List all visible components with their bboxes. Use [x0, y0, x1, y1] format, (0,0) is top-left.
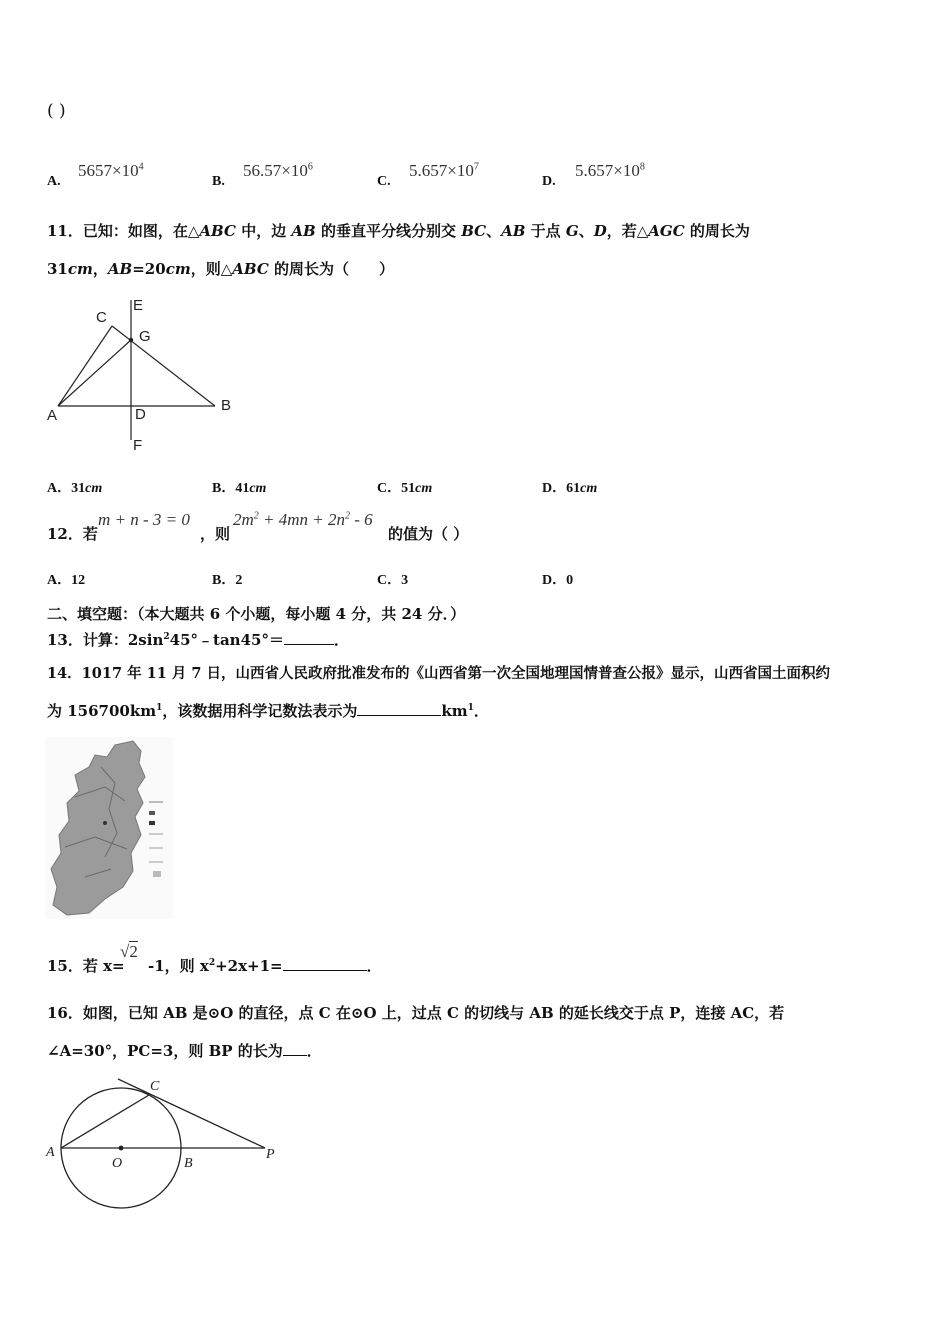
times-ten: ×10: [447, 161, 474, 180]
q12-number: 12．若: [47, 525, 98, 543]
segment-ag: [58, 340, 131, 406]
text: =20: [132, 260, 166, 278]
mantissa: 5.657: [575, 161, 614, 180]
option-value: 0: [566, 573, 574, 588]
text: 、: [486, 222, 502, 240]
text: ，: [92, 260, 108, 278]
option-label: D.: [542, 174, 556, 189]
option-value: 41: [235, 481, 250, 496]
capital-marker: [103, 821, 107, 825]
option-label: A．: [47, 481, 72, 496]
option-value: 12: [71, 573, 86, 588]
text: ∠A=30°，PC=3，则 BP 的长为: [47, 1042, 283, 1060]
term: + 4mn + 2n: [258, 510, 346, 529]
mantissa: 5657: [78, 161, 112, 180]
q11-option-b[interactable]: [212, 477, 266, 497]
legend-mark: [149, 801, 163, 803]
q10-option-c-value: [409, 161, 479, 181]
legend-mark: [149, 847, 163, 849]
q12-expression: [233, 510, 373, 530]
text: AB: [291, 222, 316, 240]
text: km: [441, 702, 468, 720]
side-cb: [112, 326, 215, 406]
exponent: 1: [467, 703, 474, 713]
text: 、: [578, 222, 594, 240]
text: cm: [165, 260, 191, 278]
q12-option-b[interactable]: [212, 569, 242, 589]
exponent: 2: [208, 958, 216, 968]
q15-rest: [148, 955, 382, 976]
q10-option-b[interactable]: [212, 174, 225, 190]
exponent: 8: [639, 161, 645, 173]
exponent: 6: [307, 161, 313, 173]
chord-ac: [61, 1095, 149, 1148]
option-label: D．: [542, 481, 567, 496]
text: AGC: [648, 222, 685, 240]
label-a: A: [46, 1145, 55, 1160]
label-f: F: [133, 437, 143, 454]
option-unit: cm: [580, 481, 598, 496]
q10-option-d-value: [575, 161, 645, 181]
text: ．: [333, 631, 349, 649]
exponent: 2: [253, 510, 259, 522]
mantissa: 5.657: [409, 161, 448, 180]
option-value: 3: [401, 573, 409, 588]
answer-blank[interactable]: [283, 1055, 307, 1056]
text: ．: [306, 1042, 322, 1060]
label-p: P: [266, 1147, 275, 1162]
text: 的周长为: [684, 222, 750, 240]
answer-blank[interactable]: [284, 644, 334, 645]
times-ten: ×10: [112, 161, 139, 180]
exponent: 1: [156, 703, 163, 713]
text: 45°﹣tan45°＝: [169, 631, 284, 649]
q16-line2: [47, 1040, 322, 1061]
label-g: G: [139, 328, 151, 345]
label-b: B: [184, 1156, 193, 1171]
text: 已知：如图，在△: [82, 222, 200, 240]
q12-option-d[interactable]: [542, 569, 573, 589]
shanxi-map-image: [45, 737, 173, 919]
text: 31: [47, 260, 68, 278]
label-a: A: [47, 407, 58, 424]
q15-sqrt: [120, 942, 138, 962]
text: ．: [473, 702, 489, 720]
term: - 6: [350, 510, 373, 529]
text: -1，则 x: [148, 957, 209, 975]
label-c: C: [150, 1079, 160, 1094]
legend-mark: [149, 833, 163, 835]
text: ABC: [232, 260, 269, 278]
text: ，若△: [606, 222, 649, 240]
legend-mark: [149, 821, 155, 825]
text: 中，边: [235, 222, 292, 240]
q11-triangle-figure: [40, 290, 250, 460]
option-value: 31: [71, 481, 86, 496]
text: 的垂直平分线分别交: [315, 222, 462, 240]
legend-mark: [149, 811, 155, 815]
text: ，则△: [190, 260, 233, 278]
option-value: 2: [235, 573, 243, 588]
center-o: [119, 1146, 124, 1151]
q10-option-c[interactable]: [377, 174, 391, 190]
option-label: C.: [377, 174, 391, 189]
text: 13．计算：2sin: [47, 631, 164, 649]
option-value: 51: [401, 481, 416, 496]
text: 于点: [525, 222, 566, 240]
q11-option-c[interactable]: [377, 477, 432, 497]
mantissa: 56.57: [243, 161, 282, 180]
q12-tail: 的值为（ ）: [388, 525, 469, 543]
option-label: D．: [542, 573, 567, 588]
q10-option-b-value: [243, 161, 313, 181]
q10-option-a-value: [78, 161, 144, 181]
option-label: A．: [47, 573, 72, 588]
legend-mark: [153, 871, 161, 877]
radicand: 2: [129, 942, 138, 961]
q11-line1: [47, 220, 750, 241]
q15-lead: 15．若 x=: [47, 957, 125, 975]
q10-option-a[interactable]: [47, 174, 61, 190]
option-value: 61: [566, 481, 581, 496]
text: G: [565, 222, 579, 240]
term: 2m: [233, 510, 254, 529]
q14-line1: 14．1017 年 11 月 7 日，山西省人民政府批准发布的《山西省第一次全国地理国情普查公报》显示，山西省国土面积约: [47, 665, 831, 682]
text: ABC: [199, 222, 236, 240]
q12-condition: m + n - 3 = 0: [98, 510, 190, 529]
label-d: D: [135, 406, 146, 423]
option-unit: cm: [249, 481, 267, 496]
times-ten: ×10: [613, 161, 640, 180]
text: AB: [501, 222, 526, 240]
question-number: 11．: [47, 222, 83, 240]
q16-line1: 16．如图，已知 AB 是⊙O 的直径，点 C 在⊙O 上，过点 C 的切线与 AB 的延长线交于点 P，连接 AC，若: [47, 1004, 785, 1022]
q11-line2: [47, 258, 394, 279]
text: ．: [366, 957, 382, 975]
label-c: C: [96, 309, 107, 326]
question-paren: ( ): [47, 101, 66, 121]
text: AB: [107, 260, 133, 278]
section-heading: 二、填空题：（本大题共 6 个小题，每小题 4 分，共 24 分．）: [47, 605, 466, 623]
option-unit: cm: [85, 481, 103, 496]
exponent: 7: [473, 161, 479, 173]
text: ，该数据用科学记数法表示为: [162, 702, 358, 720]
q16-circle-figure: [40, 1072, 285, 1212]
label-o: O: [112, 1156, 123, 1171]
text: 为 156700km: [47, 702, 157, 720]
option-label: B.: [212, 174, 225, 189]
option-unit: cm: [415, 481, 433, 496]
option-label: A.: [47, 174, 61, 189]
exponent: 2: [345, 510, 351, 522]
side-ac: [58, 326, 112, 406]
q12-option-c[interactable]: [377, 569, 408, 589]
sqrt-icon: √: [120, 942, 130, 961]
option-label: C．: [377, 481, 402, 496]
q10-option-d[interactable]: [542, 174, 556, 190]
point-g: [129, 338, 133, 342]
answer-blank[interactable]: [283, 970, 367, 971]
q14-line2: [47, 700, 489, 721]
text: cm: [67, 260, 93, 278]
text: D: [593, 222, 607, 240]
q11-option-a[interactable]: [47, 477, 102, 497]
label-b: B: [221, 397, 232, 414]
q11-option-d[interactable]: [542, 477, 597, 497]
option-label: B．: [212, 481, 236, 496]
text: +2x+1=: [215, 957, 283, 975]
exponent: 2: [163, 632, 170, 642]
q12-option-a[interactable]: [47, 569, 85, 589]
q12-mid: ，则: [200, 525, 231, 543]
answer-blank[interactable]: [357, 715, 441, 716]
text: 的周长为（ ）: [268, 260, 395, 278]
tangent-cp: [118, 1079, 265, 1148]
label-e: E: [133, 297, 144, 314]
q13: [47, 629, 349, 650]
legend-mark: [149, 861, 163, 863]
option-label: C．: [377, 573, 402, 588]
exponent: 4: [138, 161, 144, 173]
option-label: B．: [212, 573, 236, 588]
text: BC: [461, 222, 487, 240]
times-ten: ×10: [281, 161, 308, 180]
